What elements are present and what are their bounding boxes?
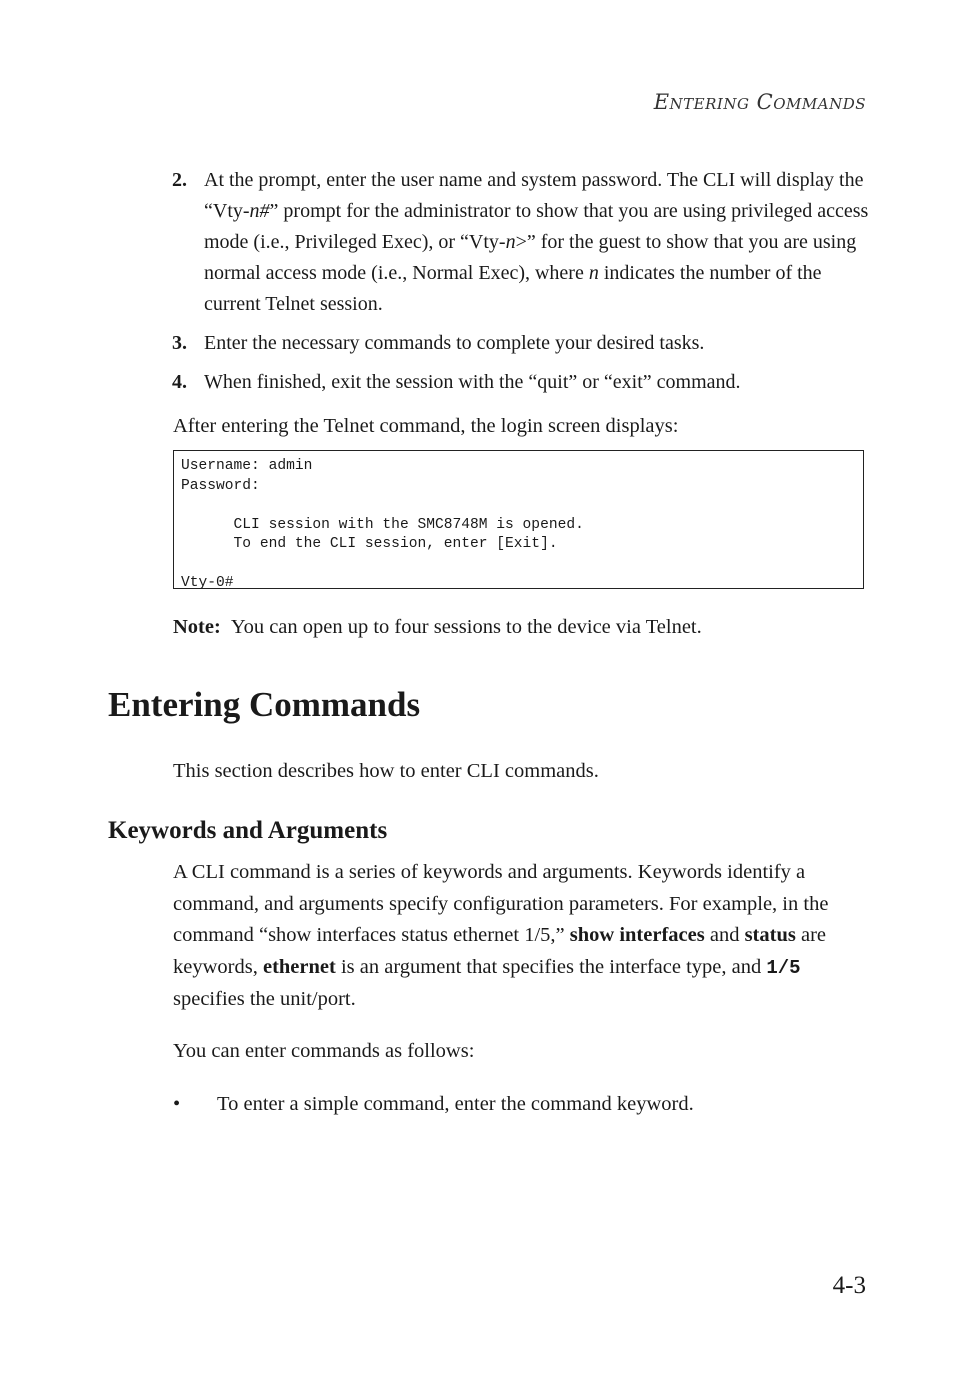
bullet-icon: • bbox=[173, 1093, 181, 1115]
keywords-paragraph: A CLI command is a series of keywords and arguments. Keywords identify a command, and arguments specify configuration parameters. For example, in the command “show interfaces status ethernet 1/5,” show interfaces and status are keywords, ethernet is an argument that specifies the interface type, and 1/5 specifies the unit/port. bbox=[173, 861, 829, 1010]
note-label: Note: bbox=[173, 616, 221, 638]
follows-text: You can enter commands as follows: bbox=[173, 1040, 475, 1062]
steps-list bbox=[172, 165, 872, 406]
login-intro-text: After entering the Telnet command, the login screen displays: bbox=[173, 415, 679, 437]
page-number: 4-3 bbox=[832, 1272, 866, 1299]
section-title: Entering Commands bbox=[108, 685, 421, 724]
running-header: ENTERING COMMANDS bbox=[653, 90, 866, 114]
login-screen-code-block: Username: admin Password: CLI session with the SMC8748M is opened. To end the CLI session, enter [Exit]. Vty-0# bbox=[173, 450, 864, 589]
step-4: 4. When finished, exit the session with the “quit” or “exit” command. bbox=[172, 371, 741, 393]
note bbox=[173, 612, 702, 644]
subsection-title: Keywords and Arguments bbox=[108, 817, 388, 844]
step-2: 2. At the prompt, enter the user name and system password. The CLI will display the “Vty-n#” prompt for the administrator to show that you are using privileged access mode (i.e., Privileged Exec), or “Vty-n>” for the guest to show that you are using normal access mode (i.e., Normal Exec), where n indicates the number of the current Telnet session. bbox=[172, 169, 869, 315]
step-3: 3. Enter the necessary commands to complete your desired tasks. bbox=[172, 332, 705, 354]
note-text: You can open up to four sessions to the device via Telnet. bbox=[230, 616, 702, 638]
section-intro: This section describes how to enter CLI commands. bbox=[173, 760, 599, 782]
bullet-item: • To enter a simple command, enter the command keyword. bbox=[173, 1089, 694, 1121]
